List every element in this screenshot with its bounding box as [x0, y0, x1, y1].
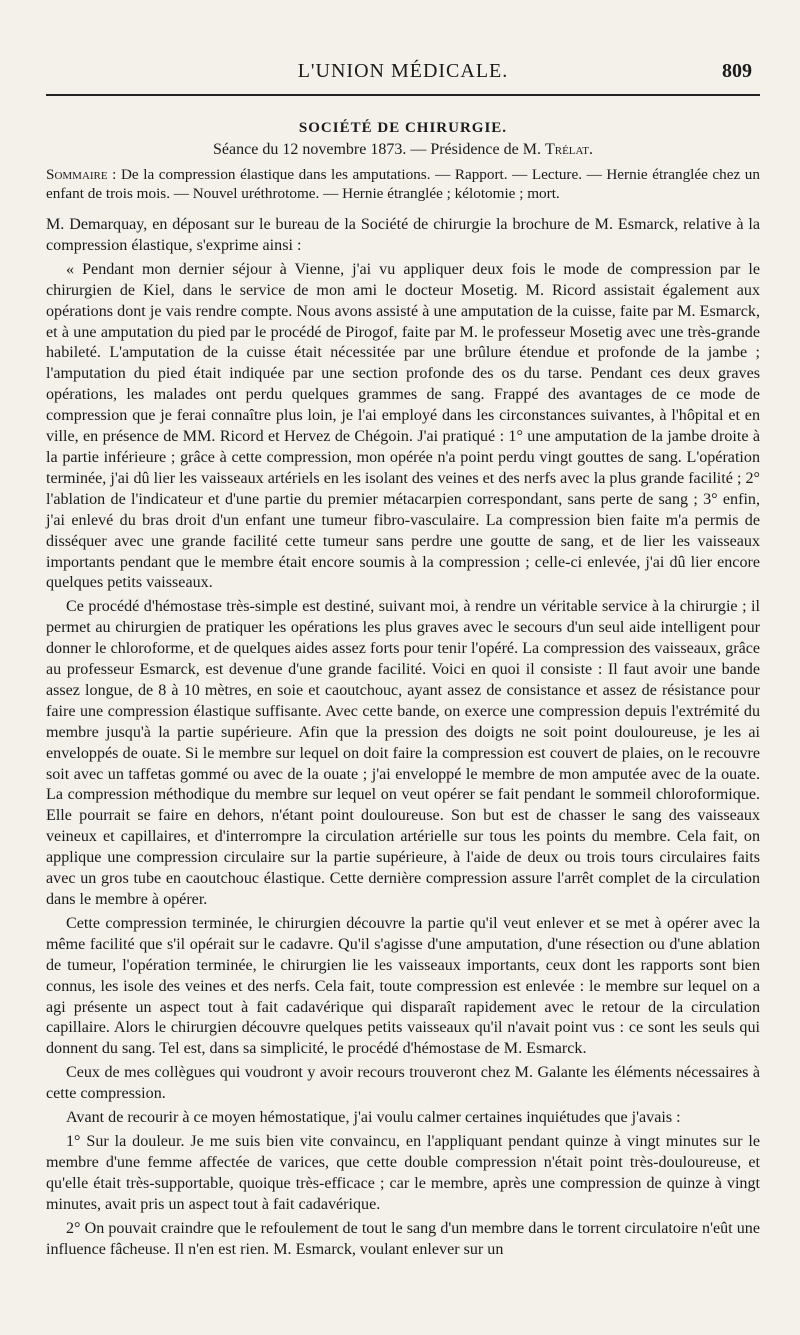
session-date: Séance du 12 novembre 1873. — Présidence de M.	[213, 141, 545, 158]
running-head	[46, 58, 760, 86]
summary-label: Sommaire :	[46, 166, 117, 183]
paragraph: 2° On pouvait craindre que le refoulement de tout le sang d'un membre dans le torrent circulatoire n'eût une influence fâcheuse. Il n'en est rien. M. Esmarck, voulant enlever sur un	[46, 1219, 760, 1258]
paragraph: M. Demarquay, en déposant sur le bureau de la Société de chirurgie la brochure de M. Esmarck, relative à la compression élastique, s'exprime ainsi :	[46, 216, 760, 254]
summary	[46, 165, 760, 203]
header-rule	[46, 94, 760, 96]
session-line	[46, 141, 760, 159]
running-title: L'UNION MÉDICALE.	[297, 60, 509, 82]
session-president: Trélat.	[544, 141, 593, 158]
paragraph: Ce procédé d'hémostase très-simple est destiné, suivant moi, à rendre un véritable service à la chirurgie ; il permet au chirurgien de pratiquer les opérations les plus graves avec le secours d'un seul aide intelligent pour donner le chloroforme, et de quelques aides assez forts pour tenir l'opéré. La compression des vaisseaux, grâce au professeur Esmarck, est devenue d'une grande facilité. Voici en quoi il consiste : Il faut avoir une bande assez longue, de 8 à 10 mètres, en soie et caoutchouc, ayant assez de consistance et assez de résistance pour faire une compression élastique suffisante. Avec cette bande, on exerce une compression depuis l'extrémité du membre jusqu'à la partie supérieure. Afin que la pression des doigts ne soit point douloureuse, je les ai enveloppés de ouate. Si le membre sur lequel on doit faire la compression est couvert de plaies, on le recouvre soit avec un taffetas gommé ou avec de la ouate ; j'ai enveloppé le membre de mon amputée avec de la ouate. La compression méthodique du membre sur lequel on veut opérer se fait pendant le sommeil chloroformique. Elle pourrait se faire en dehors, n'étant point douloureuse. Son but est de chasser le sang des vaisseaux veineux et capillaires, et d'interrompre la circulation artérielle sur tous les points du membre. Cela fait, on applique une compression circulaire sur la partie supérieure, à l'aide de deux ou trois tours circulaires faits avec un gros tube en caoutchouc élastique. Cette dernière compression assure l'arrêt complet de la circulation dans le membre à opérer.	[46, 598, 760, 908]
paragraph: 1° Sur la douleur. Je me suis bien vite convaincu, en l'appliquant pendant quinze à vingt minutes sur le membre d'une femme affectée de varices, que cette double compression n'était point très-douloureuse, et qu'elle était très-supportable, quoique très-efficace ; car le membre, après une compression de quinze à vingt minutes, avait pris un aspect tout à fait cadavérique.	[46, 1132, 760, 1213]
paragraph: Cette compression terminée, le chirurgien découvre la partie qu'il veut enlever et se met à opérer avec la même facilité que s'il opérait sur le cadavre. Qu'il s'agisse d'une amputation, d'une résection ou d'une ablation de tumeur, l'opération terminée, le chirurgien lie les vaisseaux importants, ceux dont les rapports sont bien connus, les isole des veines et des nerfs. Cela fait, toute compression est enlevée : le membre sur lequel on a agi présente un aspect tout à fait cadavérique qui disparaît rapidement avec le retour de la circulation capillaire. Alors le chirurgien découvre quelques petits vaisseaux qu'il n'avait point vus : ce sont les seuls qui donnent du sang. Tel est, dans sa simplicité, le procédé d'hémostase de M. Esmarck.	[46, 914, 760, 1058]
section-title: SOCIÉTÉ DE CHIRURGIE.	[298, 120, 508, 136]
summary-text: De la compression élastique dans les amputations. — Rapport. — Lecture. — Hernie étranglée chez un enfant de trois mois. — Nouvel uréthrotome. — Hernie étranglée ; kélotomie ; mort.	[46, 166, 760, 202]
page-number: 809	[722, 60, 752, 82]
paragraph: « Pendant mon dernier séjour à Vienne, j'ai vu appliquer deux fois le mode de compression par le chirurgien de Kiel, dans le service de mon ami le docteur Mosetig. M. Ricord assistait également aux opérations dont je vais rendre compte. Nous avons assisté à une amputation de la cuisse, faite par M. Esmarck, et à une amputation du pied par le procédé de Pirogof, faite par M. le professeur Mosetig avec une très-grande habileté. L'amputation de la cuisse était nécessitée par une brûlure étendue et profonde de la jambe ; l'amputation du pied était indiquée par une section profonde des os du tarse. Pendant ces deux graves opérations, les malades ont perdu quelques grammes de sang. Frappé des avantages de ce mode de compression que je ferai connaître plus loin, je l'ai employé dans les circonstances suivantes, à l'hôpital et en ville, en présence de MM. Ricord et Hervez de Chégoin. J'ai pratiqué : 1° une amputation de la jambe droite à la partie inférieure ; grâce à cette compression, mon opérée n'a point perdu vingt gouttes de sang. L'opération terminée, j'ai dû lier les vaisseaux artériels en les isolant des veines et des nerfs avec la plus grande facilité ; 2° l'ablation de l'indicateur et d'une partie du premier métacarpien correspondant, sans perte de sang ; 3° enfin, j'ai enlevé du bras droit d'un enfant une tumeur fibro-vasculaire. La compression bien faite m'a permis de disséquer avec une grande facilité cette tumeur sans perdre une goutte de sang, et de lier les vaisseaux importants pendant que le membre était encore soumis à la compression ; celle-ci enlevée, j'ai dû lier encore quelques petits vaisseaux.	[46, 260, 760, 592]
paragraph: Avant de recourir à ce moyen hémostatique, j'ai voulu calmer certaines inquiétudes que j'avais :	[66, 1109, 681, 1127]
article-body	[46, 215, 760, 1260]
paragraph: Ceux de mes collègues qui voudront y avoir recours trouveront chez M. Galante les éléments nécessaires à cette compression.	[46, 1064, 760, 1103]
